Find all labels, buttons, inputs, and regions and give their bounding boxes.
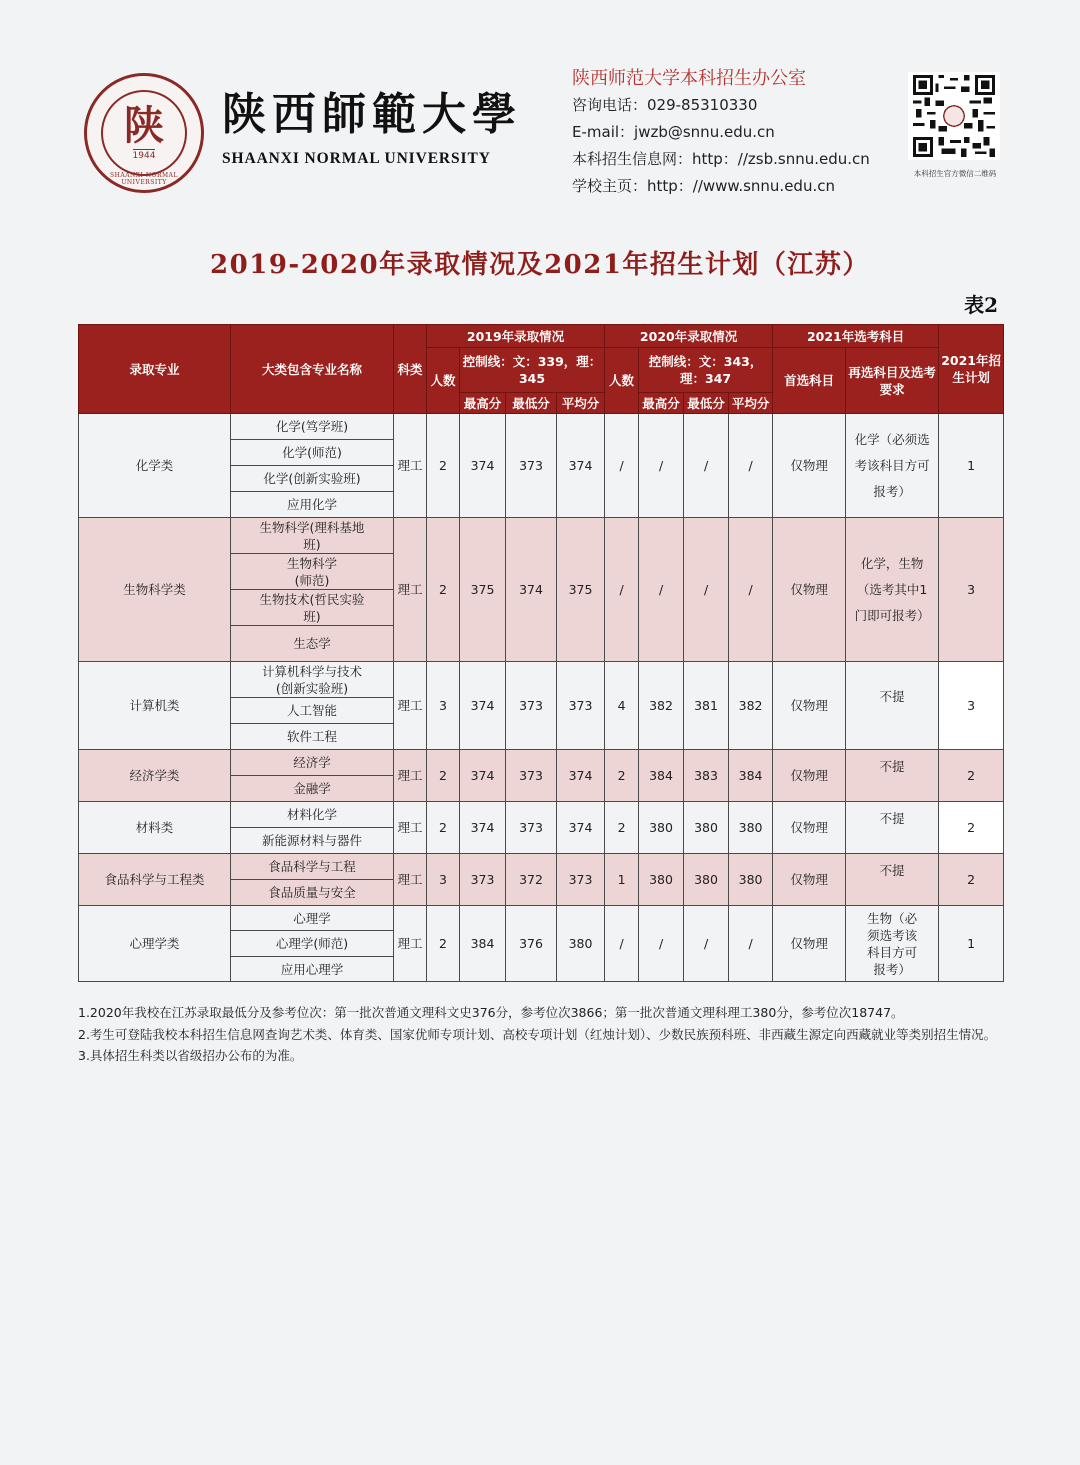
sub-major-cell: 经济学: [231, 750, 394, 776]
count-2019-cell: 2: [427, 518, 460, 662]
max-2020-cell: /: [639, 518, 684, 662]
document-title: 2019-2020年录取情况及2021年招生计划（江苏）: [210, 250, 870, 280]
max-2019-cell: 384: [460, 906, 506, 982]
sub-major-cell: 生物科学(理科基地班): [231, 518, 394, 554]
category-cell: 理工: [394, 518, 427, 662]
avg-2019-cell: 374: [557, 802, 605, 854]
reselect-cell: 生物（必须选考该科目方可报考）: [846, 906, 939, 982]
table-row: [79, 750, 1004, 776]
header-2020-count: 人数: [605, 348, 639, 414]
reselect-cell: 化学，生物（选考其中1门即可报考）: [846, 518, 939, 662]
avg-2020-cell: 384: [729, 750, 773, 802]
header-reselect: 再选科目及选考要求: [846, 348, 939, 414]
count-2020-cell: /: [605, 906, 639, 982]
university-name-en: SHAANXI NORMAL UNIVERSITY: [222, 150, 491, 167]
major-cell: 计算机类: [79, 662, 231, 750]
max-2020-cell: 382: [639, 662, 684, 750]
major-cell: 材料类: [79, 802, 231, 854]
sub-major-cell: 化学(师范): [231, 440, 394, 466]
count-2019-cell: 2: [427, 750, 460, 802]
header-2019: 2019年录取情况: [427, 325, 605, 348]
avg-2019-cell: 375: [557, 518, 605, 662]
seal-year: 1944: [132, 150, 156, 161]
office-title: 陕西师范大学本科招生办公室: [572, 68, 806, 89]
sub-major-cell: 软件工程: [231, 724, 394, 750]
plan-2021-cell: 1: [939, 414, 1004, 518]
sub-major-cell: 食品质量与安全: [231, 880, 394, 906]
min-2020-cell: 383: [684, 750, 729, 802]
category-cell: 理工: [394, 854, 427, 906]
table-row: [79, 802, 1004, 828]
qr-code-icon: [908, 72, 1000, 160]
max-2020-cell: 380: [639, 854, 684, 906]
max-2019-cell: 373: [460, 854, 506, 906]
table-row: [79, 906, 1004, 931]
header-2019-avg: 平均分: [557, 393, 605, 414]
reselect-cell: 不提: [846, 802, 939, 854]
university-seal-logo: [84, 73, 204, 193]
sub-major-cell: 新能源材料与器件: [231, 828, 394, 854]
count-2019-cell: 2: [427, 414, 460, 518]
count-2019-cell: 3: [427, 662, 460, 750]
sub-major-cell: 心理学(师范): [231, 931, 394, 957]
category-cell: 理工: [394, 802, 427, 854]
count-2020-cell: /: [605, 414, 639, 518]
category-cell: 理工: [394, 906, 427, 982]
min-2019-cell: 373: [506, 802, 557, 854]
count-2019-cell: 2: [427, 802, 460, 854]
contact-email[interactable]: E-mail：jwzb@snnu.edu.cn: [572, 123, 775, 141]
reselect-cell: 不提: [846, 750, 939, 802]
header-2020-max: 最高分: [639, 393, 684, 414]
count-2019-cell: 3: [427, 854, 460, 906]
sub-major-cell: 金融学: [231, 776, 394, 802]
avg-2019-cell: 373: [557, 854, 605, 906]
min-2020-cell: /: [684, 414, 729, 518]
sub-major-cell: 化学(笃学班): [231, 414, 394, 440]
category-cell: 理工: [394, 750, 427, 802]
sub-major-cell: 材料化学: [231, 802, 394, 828]
sub-major-cell: 计算机科学与技术(创新实验班): [231, 662, 394, 698]
first-subject-cell: 仅物理: [773, 662, 846, 750]
first-subject-cell: 仅物理: [773, 750, 846, 802]
table-row: [79, 854, 1004, 880]
footnote-2: 2.考生可登陆我校本科招生信息网查询艺术类、体育类、国家优师专项计划、高校专项计划（红烛计划）、少数民族预科班、非西藏生源定向西藏就业等类别招生情况。: [78, 1026, 997, 1042]
first-subject-cell: 仅物理: [773, 414, 846, 518]
max-2019-cell: 375: [460, 518, 506, 662]
header-2020-control-line: 控制线：文：343，理：347: [639, 348, 773, 393]
reselect-cell: 化学（必须选考该科目方可报考）: [846, 414, 939, 518]
min-2019-cell: 372: [506, 854, 557, 906]
sub-major-cell: 生物科学(师范): [231, 554, 394, 590]
plan-2021-cell: 2: [939, 750, 1004, 802]
min-2020-cell: /: [684, 906, 729, 982]
max-2020-cell: /: [639, 906, 684, 982]
plan-2021-cell: 3: [939, 518, 1004, 662]
sub-major-cell: 应用化学: [231, 492, 394, 518]
major-cell: 食品科学与工程类: [79, 854, 231, 906]
max-2019-cell: 374: [460, 802, 506, 854]
major-cell: 生物科学类: [79, 518, 231, 662]
major-cell: 经济学类: [79, 750, 231, 802]
min-2019-cell: 373: [506, 662, 557, 750]
contact-phone: 咨询电话：029-85310330: [572, 96, 758, 114]
count-2020-cell: 2: [605, 750, 639, 802]
major-cell: 心理学类: [79, 906, 231, 982]
header-2019-count: 人数: [427, 348, 460, 414]
header-2019-min: 最低分: [506, 393, 557, 414]
major-cell: 化学类: [79, 414, 231, 518]
header-first-subject: 首选科目: [773, 348, 846, 414]
avg-2020-cell: 382: [729, 662, 773, 750]
seal-character: 陕: [124, 101, 164, 149]
table-row: [79, 518, 1004, 554]
seal-ring-text: SHAANXI NORMAL UNIVERSITY: [110, 172, 178, 186]
sub-major-cell: 心理学: [231, 906, 394, 931]
max-2020-cell: 384: [639, 750, 684, 802]
header-category: 科类: [394, 325, 427, 414]
avg-2020-cell: /: [729, 906, 773, 982]
sub-major-cell: 应用心理学: [231, 957, 394, 982]
header-2021-plan: 2021年招生计划: [939, 325, 1004, 414]
sub-major-cell: 生态学: [231, 626, 394, 662]
header-2020-min: 最低分: [684, 393, 729, 414]
avg-2019-cell: 374: [557, 750, 605, 802]
header-2021-subjects: 2021年选考科目: [773, 325, 939, 348]
table-number: 表2: [964, 293, 998, 317]
reselect-cell: 不提: [846, 662, 939, 750]
count-2020-cell: 4: [605, 662, 639, 750]
contact-admission-site[interactable]: 本科招生信息网：http：//zsb.snnu.edu.cn: [572, 150, 870, 168]
sub-major-cell: 化学(创新实验班): [231, 466, 394, 492]
first-subject-cell: 仅物理: [773, 906, 846, 982]
header-2019-control-line: 控制线：文：339，理：345: [460, 348, 605, 393]
header-major: 录取专业: [79, 325, 231, 414]
header-sub-majors: 大类包含专业名称: [231, 325, 394, 414]
footnote-1: 1.2020年我校在江苏录取最低分及参考位次：第一批次普通文理科文史376分，参考位次3866；第一批次普通文理科理工380分，参考位次18747。: [78, 1005, 904, 1020]
footnotes: [78, 1002, 1008, 1067]
avg-2020-cell: /: [729, 518, 773, 662]
qr-caption: 本科招生官方微信二维码: [913, 169, 997, 178]
first-subject-cell: 仅物理: [773, 518, 846, 662]
min-2019-cell: 374: [506, 518, 557, 662]
avg-2020-cell: /: [729, 414, 773, 518]
count-2020-cell: 1: [605, 854, 639, 906]
sub-major-cell: 食品科学与工程: [231, 854, 394, 880]
min-2019-cell: 376: [506, 906, 557, 982]
category-cell: 理工: [394, 662, 427, 750]
avg-2019-cell: 373: [557, 662, 605, 750]
max-2019-cell: 374: [460, 750, 506, 802]
count-2020-cell: /: [605, 518, 639, 662]
max-2020-cell: 380: [639, 802, 684, 854]
count-2020-cell: 2: [605, 802, 639, 854]
plan-2021-cell: 2: [939, 802, 1004, 854]
avg-2019-cell: 374: [557, 414, 605, 518]
avg-2020-cell: 380: [729, 802, 773, 854]
max-2019-cell: 374: [460, 662, 506, 750]
contact-homepage[interactable]: 学校主页：http：//www.snnu.edu.cn: [572, 177, 835, 195]
first-subject-cell: 仅物理: [773, 802, 846, 854]
plan-2021-cell: 2: [939, 854, 1004, 906]
footnote-3: 3.具体招生科类以省级招办公布的为准。: [78, 1048, 303, 1063]
header-row-1: [79, 325, 1004, 348]
min-2020-cell: 380: [684, 854, 729, 906]
reselect-cell: 不提: [846, 854, 939, 906]
max-2019-cell: 374: [460, 414, 506, 518]
min-2019-cell: 373: [506, 414, 557, 518]
min-2020-cell: /: [684, 518, 729, 662]
first-subject-cell: 仅物理: [773, 854, 846, 906]
min-2020-cell: 380: [684, 802, 729, 854]
plan-2021-cell: 1: [939, 906, 1004, 982]
count-2019-cell: 2: [427, 906, 460, 982]
admission-table: [78, 324, 1004, 982]
header-2019-max: 最高分: [460, 393, 506, 414]
sub-major-cell: 生物技术(哲民实验班): [231, 590, 394, 626]
header-2020-avg: 平均分: [729, 393, 773, 414]
max-2020-cell: /: [639, 414, 684, 518]
sub-major-cell: 人工智能: [231, 698, 394, 724]
table-row: [79, 662, 1004, 698]
table-row: [79, 414, 1004, 440]
min-2020-cell: 381: [684, 662, 729, 750]
avg-2020-cell: 380: [729, 854, 773, 906]
header-2020: 2020年录取情况: [605, 325, 773, 348]
category-cell: 理工: [394, 414, 427, 518]
university-name-cn: 陕西師範大學: [222, 89, 522, 140]
seal-inner-ring: [101, 90, 187, 176]
plan-2021-cell: 3: [939, 662, 1004, 750]
avg-2019-cell: 380: [557, 906, 605, 982]
min-2019-cell: 373: [506, 750, 557, 802]
